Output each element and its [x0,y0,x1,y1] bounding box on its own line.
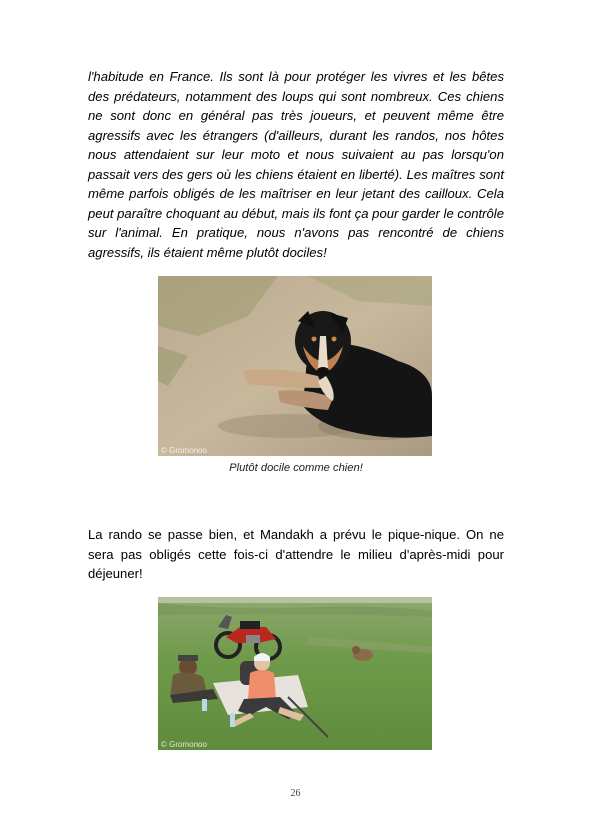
dog-photo-illustration [158,276,432,456]
photo-caption: Plutôt docile comme chien! [229,462,363,474]
paragraph-dogs: l'habitude en France. Ils sont là pour protéger les vivres et les bêtes des prédateurs, notamment des loups qui sont nombreux. Ces chiens ne sont donc en général pas très joueurs, et peuvent même être agressifs avec les étrangers (d'ailleurs, durant les randos, nos hôtes nous attendaient sur leur moto et nous suivaient au pas lorsqu'on passait vers des gers où les chiens étaient en liberté). Les maîtres sont même parfois obligés de les maîtriser en leur jetant des cailloux. Cela peut paraître choquant au début, mais ils font ça pour garder le contrôle sur l'animal. En pratique, nous n'avons pas rencontré de chiens agressifs, ils étaient même plutôt dociles! [88,69,504,260]
photo-picnic [158,597,432,750]
photo-dog [158,276,432,456]
page-number: 26 [290,788,301,799]
photo-watermark: © Gromonoo [161,740,207,749]
photo-watermark: © Gromonoo [161,446,207,455]
picnic-photo-illustration [158,597,432,750]
paragraph-rando: La rando se passe bien, et Mandakh a prévu le pique-nique. On ne sera pas obligés cette fois-ci d'attendre le milieu d'après-midi pour déjeuner! [88,527,504,581]
